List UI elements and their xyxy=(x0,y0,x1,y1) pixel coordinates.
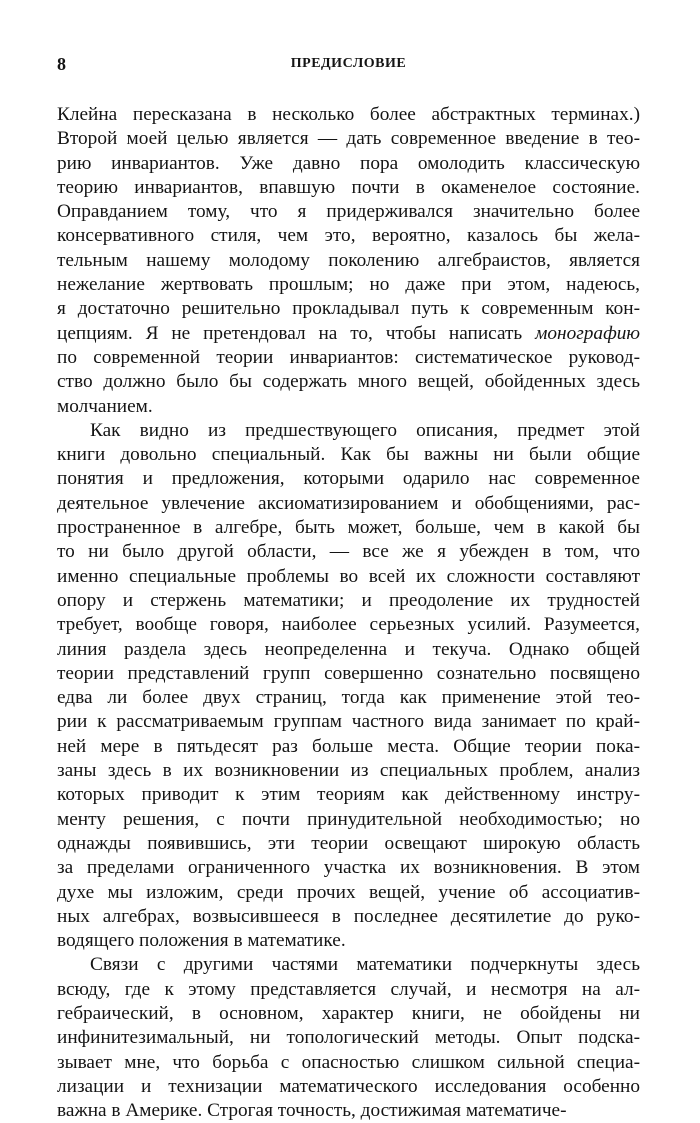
text-line: Связи с другими частями математики подчеркнуты здесь xyxy=(90,954,640,976)
text-line: однажды появившись, эти теории освещают широкую область xyxy=(57,832,640,854)
text-line: молчанием. xyxy=(57,395,153,417)
text-line: я достаточно решительно прокладывал путь к современным кон- xyxy=(57,298,640,320)
text-line: требует, вообще говоря, наиболее серьезных усилий. Разумеется, xyxy=(57,614,640,636)
text-line: едва ли более двух страниц, тогда как применение этой тео- xyxy=(57,687,640,709)
page-header xyxy=(57,54,640,78)
text-line: то ни было другой области, — все же я убежден в том, что xyxy=(57,541,640,563)
text-line: ней мере в пятьдесят раз больше места. Общие теории пока- xyxy=(57,735,640,757)
body-text xyxy=(57,103,640,1123)
text-line: духе мы изложим, среди прочих вещей, учение об ассоциатив- xyxy=(57,881,640,903)
page-number: 8 xyxy=(57,54,66,74)
text-line: теорию инвариантов, впавшую почти в окаменелое состояние. xyxy=(57,176,640,198)
text-line: всюду, где к этому представляется случай, и несмотря на ал- xyxy=(57,978,640,1000)
paragraph-1 xyxy=(57,103,640,419)
text-line: именно специальные проблемы во всей их сложности составляют xyxy=(57,565,640,587)
text-line: книги довольно специальный. Как бы важны ни были общие xyxy=(57,444,640,466)
text-line: деятельное увлечение аксиоматизированием и обобщениями, рас- xyxy=(57,492,640,514)
text-line: водящего положения в математике. xyxy=(57,930,346,952)
emphasized-word: монографию xyxy=(535,322,640,344)
text-line: цепциям. Я не претендовал на то, чтобы написать монографию xyxy=(57,322,640,344)
text-line: Оправданием тому, что я придерживался значительно более xyxy=(57,201,640,223)
text-line: инфинитезимальный, ни топологический методы. Опыт подска- xyxy=(57,1027,640,1049)
text-line: опору и стержень математики; и преодоление их трудностей xyxy=(57,589,640,611)
text-line: за пределами ограниченного участка их возникновения. В этом xyxy=(57,857,640,879)
text-line: теории представлений групп совершенно сознательно посвящено xyxy=(57,662,640,684)
text-line: важна в Америке. Строгая точность, достижимая математиче- xyxy=(57,1100,567,1122)
text-line: по современной теории инвариантов: систематическое руковод- xyxy=(57,346,640,368)
text-line: которых приводит к этим теориям как действенному инстру- xyxy=(57,784,640,806)
text-line: понятия и предложения, которыми одарило нас современное xyxy=(57,468,640,490)
text-line: Второй моей целью является — дать современное введение в тео- xyxy=(57,128,640,150)
text-line: линия раздела здесь неопределенна и текуча. Однако общей xyxy=(57,638,640,660)
text-line: Клейна пересказана в несколько более абстрактных терминах.) xyxy=(57,104,640,125)
text-line: нежелание жертвовать прошлым; но даже при этом, надеюсь, xyxy=(57,274,640,296)
running-title: ПРЕДИСЛОВИЕ xyxy=(290,56,407,71)
paragraph-2 xyxy=(57,419,640,954)
paragraph-3 xyxy=(57,953,640,1123)
text-line: зывает мне, что борьба с опасностью слишком сильной специа- xyxy=(57,1051,640,1073)
text-line: пространенное в алгебре, быть может, больше, чем в какой бы xyxy=(57,517,640,539)
text-line: лизации и технизации математического исследования особенно xyxy=(57,1075,640,1097)
text-line: рию инвариантов. Уже давно пора омолодить классическую xyxy=(57,152,640,174)
text-line: гебраический, в основном, характер книги, не обойдены ни xyxy=(57,1002,640,1024)
text-line: тельным нашему молодому поколению алгебраистов, является xyxy=(57,249,640,271)
text-line: ных алгебрах, возвысившееся в последнее десятилетие до руко- xyxy=(57,905,640,927)
text-line: ство должно было бы содержать много вещей, обойденных здесь xyxy=(57,371,640,393)
text-line: менту решения, с почти принудительной необходимостью; но xyxy=(57,808,640,830)
text-line: заны здесь в их возникновении из специальных проблем, анализ xyxy=(57,760,640,782)
text-line: консервативного стиля, чем это, вероятно, казалось бы жела- xyxy=(57,225,640,247)
text-line: Как видно из предшествующего описания, предмет этой xyxy=(90,419,640,441)
text-line: рии к рассматриваемым группам частного вида занимает по край- xyxy=(57,711,640,733)
